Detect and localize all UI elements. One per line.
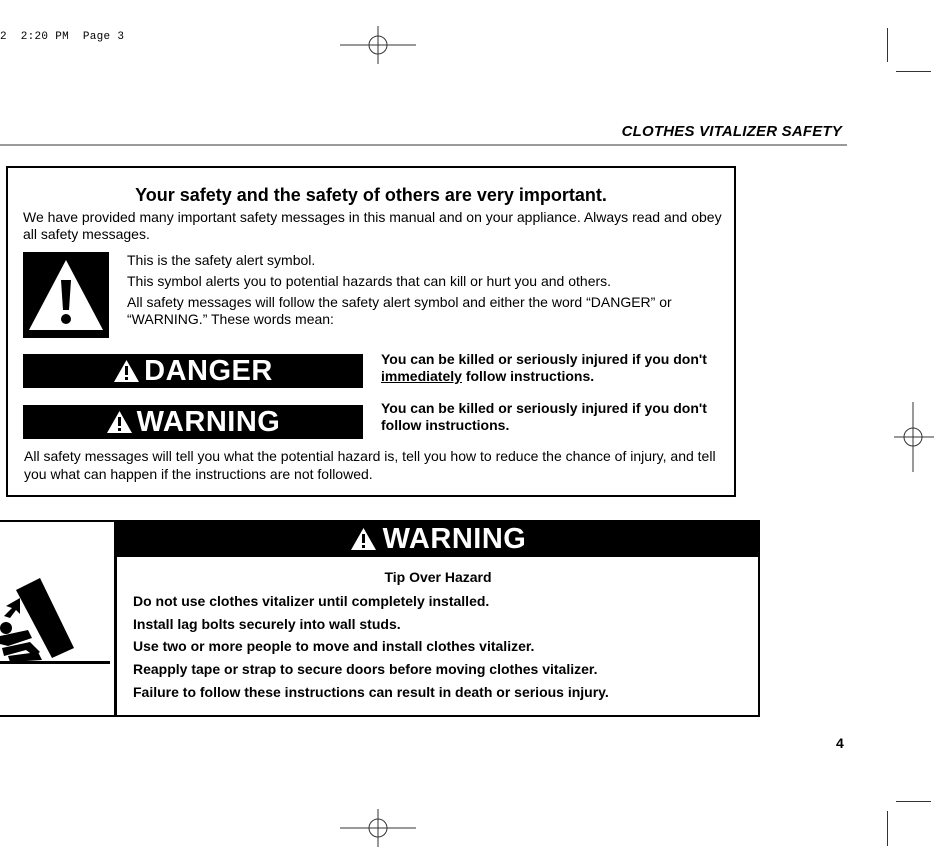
registration-mark-top bbox=[340, 26, 416, 64]
safety-alert-triangle-icon bbox=[23, 252, 109, 338]
warning-signal-bar bbox=[23, 405, 363, 439]
warning-label: WARNING bbox=[136, 405, 281, 438]
instruction-line: Use two or more people to move and install clothes vitalizer. bbox=[133, 638, 535, 655]
alert-symbol-explanation bbox=[127, 252, 717, 332]
warning-triangle-icon bbox=[113, 359, 140, 383]
danger-description: You can be killed or seriously injured if you don't immediately follow instructions. bbox=[381, 351, 707, 384]
section-title: CLOTHES VITALIZER SAFETY bbox=[621, 123, 842, 140]
warning-description: You can be killed or seriously injured if you don't follow instructions. bbox=[381, 400, 707, 433]
registration-mark-bottom bbox=[340, 809, 416, 847]
hazard-title: Tip Over Hazard bbox=[384, 569, 492, 585]
safety-messages-box bbox=[6, 166, 736, 497]
instruction-line: Reapply tape or strap to secure doors before moving clothes vitalizer. bbox=[133, 661, 598, 678]
instruction-line: Failure to follow these instructions can result in death or serious injury. bbox=[133, 683, 609, 700]
page-number: 4 bbox=[836, 735, 844, 751]
emphasis-text: immediately bbox=[381, 368, 462, 384]
alert-line: All safety messages will follow the safety alert symbol and either the word “DANGER” or “WARNING.” These words mean: bbox=[127, 294, 672, 327]
alert-line: This is the safety alert symbol. bbox=[127, 252, 316, 268]
warning-triangle-icon bbox=[106, 410, 133, 434]
danger-label: DANGER bbox=[144, 354, 273, 387]
safety-intro: We have provided many important safety messages in this manual and on your appliance. Always read and obey all safety messages. bbox=[23, 209, 722, 242]
alert-line: This symbol alerts you to potential hazards that can kill or hurt you and others. bbox=[127, 273, 612, 289]
tip-over-hazard-icon bbox=[0, 570, 112, 670]
warning-triangle-icon bbox=[350, 527, 377, 551]
print-slug: 2 2:20 PM Page 3 bbox=[0, 31, 125, 43]
instruction-line: Do not use clothes vitalizer until completely installed. bbox=[133, 593, 490, 609]
registration-mark-right bbox=[894, 402, 934, 472]
danger-signal-bar bbox=[23, 354, 363, 388]
warning-header-label: WARNING bbox=[382, 522, 527, 555]
safety-heading: Your safety and the safety of others are very important. bbox=[135, 185, 607, 205]
warning-header-bar bbox=[117, 521, 759, 557]
safety-footer-text: All safety messages will tell you what the potential hazard is, tell you how to reduce the chance of injury, and tell you what can happen if the instructions are not followed. bbox=[24, 448, 716, 482]
header-rule bbox=[0, 144, 847, 146]
instruction-line: Install lag bolts securely into wall studs. bbox=[133, 615, 401, 632]
hazard-instructions bbox=[133, 592, 753, 705]
